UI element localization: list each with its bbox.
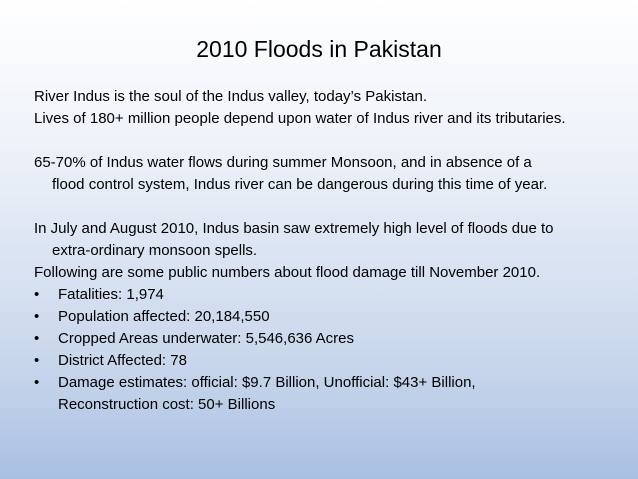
- bullet-population: Population affected: 20,184,550: [58, 308, 270, 325]
- paragraph-spacer: [34, 196, 624, 218]
- bullet-dot: •: [34, 374, 40, 391]
- intro-line-1: River Indus is the soul of the Indus valley, today’s Pakistan.: [34, 88, 427, 105]
- bullet-item: [34, 372, 624, 416]
- bullet-item: [34, 306, 624, 328]
- bullet-dot: •: [34, 286, 40, 303]
- intro-line-2: Lives of 180+ million people depend upon water of Indus river and its tributaries.: [34, 110, 566, 127]
- bullet-cropped-areas: Cropped Areas underwater: 5,546,636 Acres: [58, 330, 355, 347]
- slide-body: [34, 86, 624, 416]
- bullet-item: [34, 284, 624, 306]
- bullet-fatalities: Fatalities: 1,974: [58, 286, 164, 303]
- slide-title: 2010 Floods in Pakistan: [196, 36, 442, 62]
- bullet-dot: •: [34, 308, 40, 325]
- bullet-dot: •: [34, 352, 40, 369]
- bullet-dot: •: [34, 330, 40, 347]
- flood-line-1: In July and August 2010, Indus basin saw extremely high level of floods due to: [34, 220, 554, 237]
- flood-paragraph: [34, 218, 624, 262]
- bullet-damage-line-2: Reconstruction cost: 50+ Billions: [58, 396, 276, 413]
- bullet-item: [34, 328, 624, 350]
- bullet-damage-line-1: Damage estimates: official: $9.7 Billion, Unofficial: $43+ Billion,: [58, 374, 476, 391]
- bullet-item: [34, 350, 624, 372]
- monsoon-paragraph: [34, 152, 624, 196]
- monsoon-line-2: flood control system, Indus river can be dangerous during this time of year.: [52, 176, 548, 193]
- bullet-damage: [58, 372, 624, 416]
- following-line: Following are some public numbers about flood damage till November 2010.: [34, 264, 541, 281]
- flood-line-2: extra-ordinary monsoon spells.: [52, 242, 258, 259]
- paragraph-spacer: [34, 130, 624, 152]
- monsoon-line-1: 65-70% of Indus water flows during summer Monsoon, and in absence of a: [34, 154, 532, 171]
- bullet-districts: District Affected: 78: [58, 352, 187, 369]
